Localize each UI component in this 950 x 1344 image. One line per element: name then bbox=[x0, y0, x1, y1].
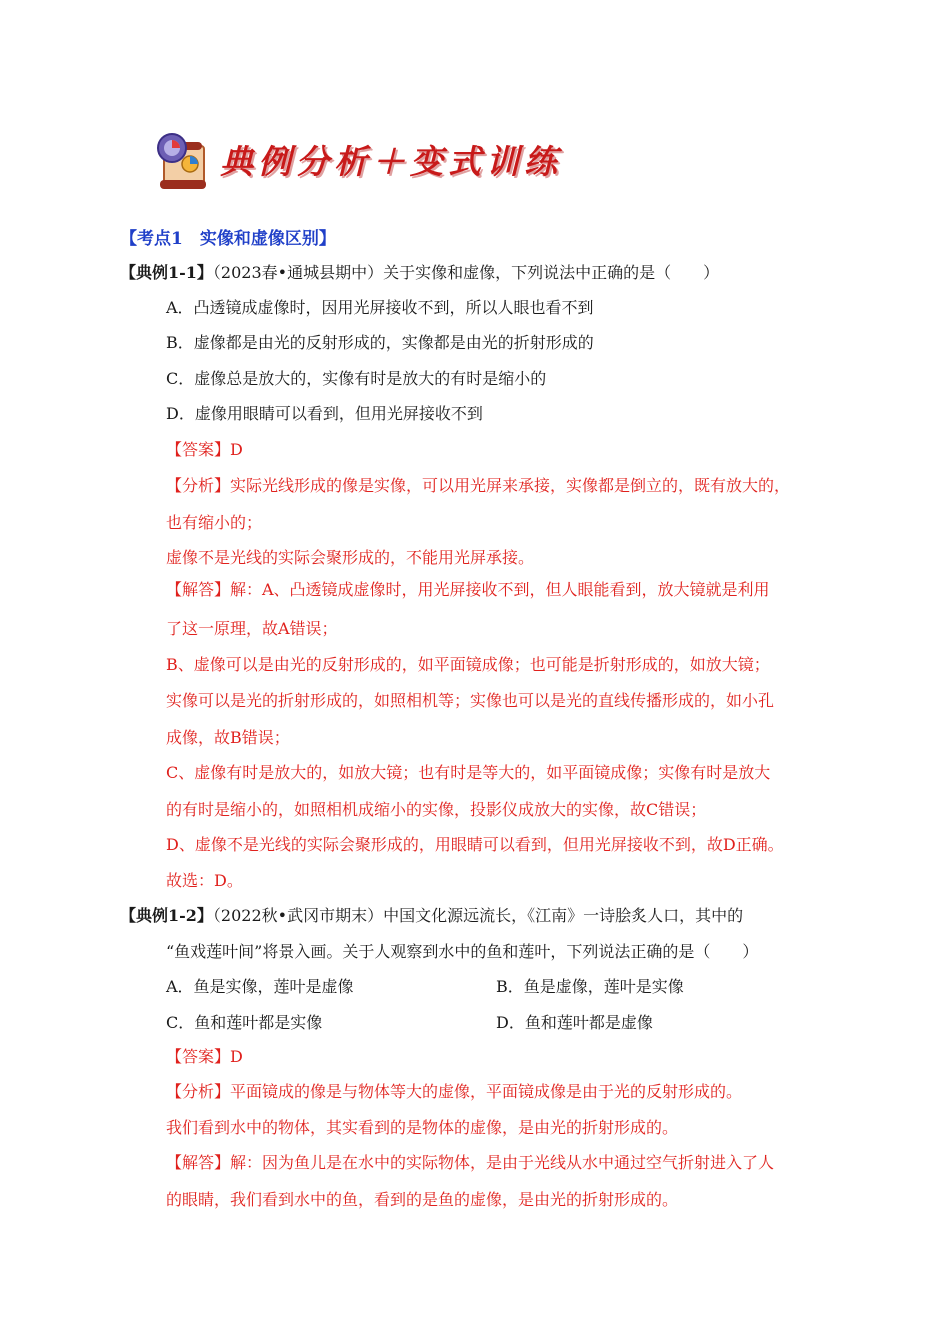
section-heading: 【考点1 实像和虚像区别】 bbox=[120, 229, 336, 249]
banner-title: 典例分析＋变式训练 bbox=[220, 142, 562, 181]
solution-line: 故选：D。 bbox=[166, 871, 243, 890]
scroll-pie-icon bbox=[150, 128, 212, 192]
analysis-line: 我们看到水中的物体，其实看到的是物体的虚像，是由光的折射形成的。 bbox=[166, 1118, 679, 1137]
analysis-line: 【分析】实际光线形成的像是实像，可以用光屏来承接，实像都是倒立的，既有放大的， bbox=[166, 476, 791, 495]
solution-line: 了这一原理，故A错误； bbox=[166, 619, 338, 638]
option-a: A．凸透镜成虚像时，因用光屏接收不到，所以人眼也看不到 bbox=[166, 298, 594, 317]
solution-line: 【解答】解：因为鱼儿是在水中的实际物体，是由于光线从水中通过空气折射进入了人 bbox=[166, 1153, 775, 1172]
option-c: C．鱼和莲叶都是实像 bbox=[166, 1013, 323, 1032]
example-tag: 【典例1-2】 bbox=[120, 906, 213, 925]
solution-line: 的有时是缩小的，如照相机成缩小的实像，投影仪成放大的实像，故C错误； bbox=[166, 800, 707, 819]
option-d: D．鱼和莲叶都是虚像 bbox=[496, 1013, 653, 1032]
section-banner bbox=[150, 128, 570, 192]
option-c: C．虚像总是放大的，实像有时是放大的有时是缩小的 bbox=[166, 369, 547, 388]
analysis-line: 【分析】平面镜成的像是与物体等大的虚像，平面镜成像是由于光的反射形成的。 bbox=[166, 1082, 743, 1101]
example-1-1-question bbox=[120, 263, 719, 283]
option-b: B．虚像都是由光的反射形成的，实像都是由光的折射形成的 bbox=[166, 333, 594, 352]
solution-line: 成像，故B错误； bbox=[166, 728, 290, 747]
analysis-line: 虚像不是光线的实际会聚形成的，不能用光屏承接。 bbox=[166, 548, 535, 567]
answer: 【答案】D bbox=[166, 1047, 243, 1066]
option-d: D．虚像用眼睛可以看到，但用光屏接收不到 bbox=[166, 404, 483, 423]
option-a: A．鱼是实像，莲叶是虚像 bbox=[166, 977, 354, 996]
question-text-continued: “鱼戏莲叶间”将景入画。关于人观察到水中的鱼和莲叶，下列说法正确的是（ ） bbox=[166, 942, 759, 961]
solution-line: 的眼睛，我们看到水中的鱼，看到的是鱼的虚像，是由光的折射形成的。 bbox=[166, 1190, 679, 1209]
question-text: （2022秋•武冈市期末）中国文化源远流长，《江南》一诗脍炙人口，其中的 bbox=[212, 906, 744, 925]
option-b: B．鱼是虚像，莲叶是实像 bbox=[496, 977, 684, 996]
analysis-line: 也有缩小的； bbox=[166, 513, 263, 532]
answer: 【答案】D bbox=[166, 440, 243, 459]
example-1-2-question bbox=[120, 906, 743, 926]
solution-line: D、虚像不是光线的实际会聚形成的，用眼睛可以看到，但用光屏接收不到，故D正确。 bbox=[166, 835, 784, 854]
solution-line: B、虚像可以是由光的反射形成的，如平面镜成像；也可能是折射形成的，如放大镜； bbox=[166, 655, 770, 674]
solution-line: C、虚像有时是放大的，如放大镜；也有时是等大的，如平面镜成像；实像有时是放大 bbox=[166, 763, 771, 782]
solution-line: 实像可以是光的折射形成的，如照相机等；实像也可以是光的直线传播形成的，如小孔 bbox=[166, 691, 775, 710]
solution-line: 【解答】解：A、凸透镜成虚像时，用光屏接收不到，但人眼能看到，放大镜就是利用 bbox=[166, 580, 770, 599]
example-tag: 【典例1-1】 bbox=[120, 263, 213, 282]
question-text: （2023春•通城县期中）关于实像和虚像，下列说法中正确的是（ ） bbox=[212, 263, 720, 282]
